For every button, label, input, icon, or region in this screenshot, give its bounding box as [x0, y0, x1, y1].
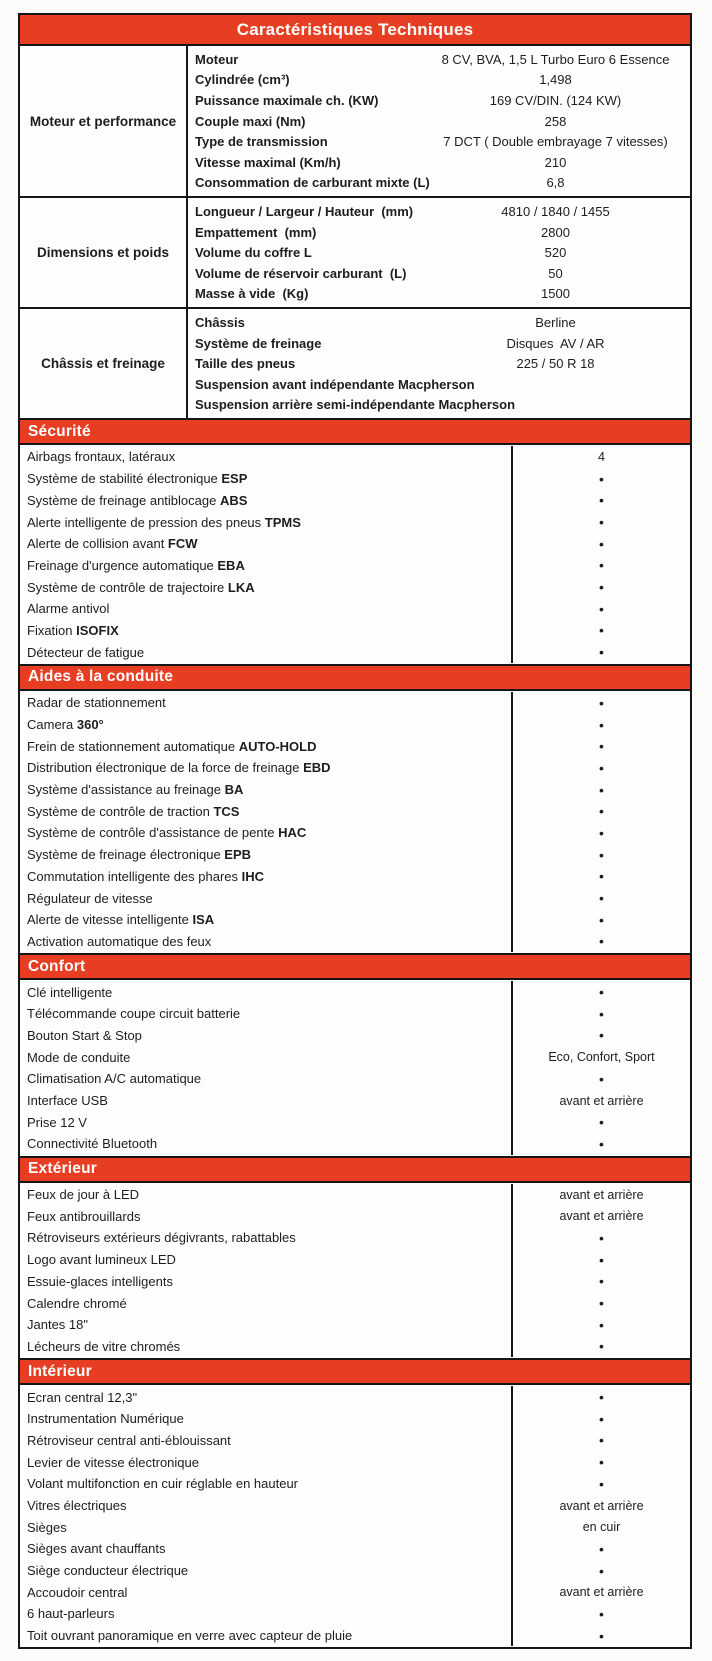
feature-row	[20, 779, 690, 801]
spec-value: Disques AV / AR	[506, 335, 605, 351]
feature-value: •	[599, 1251, 604, 1268]
feature-value: •	[599, 1273, 604, 1290]
feature-row	[20, 1538, 690, 1560]
spec-label: Suspension arrière semi-indépendante Macpherson	[195, 397, 516, 413]
feature-label-text: Système de contrôle de trajectoire	[27, 579, 228, 595]
feature-label	[20, 865, 513, 887]
feature-row	[20, 1227, 690, 1249]
feature-value: •	[599, 984, 604, 1001]
feature-value: •	[599, 1454, 604, 1471]
section-rows	[20, 980, 690, 1156]
spec-label: Châssis	[195, 314, 245, 330]
feature-row	[20, 1386, 690, 1408]
feature-value: •	[599, 759, 604, 776]
feature-label-text: Commutation intelligente des phares	[27, 868, 242, 884]
feature-label-acronym: EBA	[217, 557, 245, 573]
feature-row	[20, 931, 690, 953]
feature-label	[20, 1227, 513, 1249]
feature-value: •	[599, 846, 604, 863]
spec-label: Cylindrée (cm³)	[195, 72, 290, 88]
feature-row	[20, 1603, 690, 1625]
section-title: Aides à la conduite	[28, 668, 174, 686]
section-title: Confort	[28, 957, 86, 975]
section-securite	[20, 418, 690, 664]
feature-label-text: Alerte de vitesse intelligente	[27, 912, 193, 928]
feature-label	[20, 692, 513, 714]
spec-group-name: Dimensions et poids	[20, 198, 188, 307]
feature-label-text: Clé intelligente	[27, 984, 113, 1000]
spec-label: Type de transmission	[195, 134, 328, 150]
spec-label: Couple maxi (Nm)	[195, 113, 306, 129]
spec-value: 520	[544, 245, 567, 261]
feature-row	[20, 1581, 690, 1603]
spec-row	[188, 131, 690, 152]
feature-label-text: Système de freinage électronique	[27, 847, 225, 863]
feature-label	[20, 1538, 513, 1560]
feature-label	[20, 576, 513, 598]
feature-label-text: Connectivité Bluetooth	[27, 1136, 158, 1152]
spec-group-dimensions-et-poids	[20, 196, 690, 307]
feature-value: •	[599, 933, 604, 950]
feature-row	[20, 1025, 690, 1047]
feature-label	[20, 489, 513, 511]
section-banner-exterieur	[20, 1156, 690, 1183]
spec-label: Longueur / Largeur / Hauteur (mm)	[195, 203, 414, 219]
feature-value: •	[599, 1114, 604, 1131]
feature-label-text: Lécheurs de vitre chromés	[27, 1338, 181, 1354]
sheet-title-bar	[20, 15, 690, 46]
spec-value: 50	[548, 265, 563, 281]
spec-value: 169 CV/DIN. (124 KW)	[489, 92, 622, 108]
section-banner-securite	[20, 418, 690, 445]
feature-label	[20, 822, 513, 844]
feature-label-text: Volant multifonction en cuir réglable en hauteur	[27, 1476, 299, 1492]
feature-label-acronym: TPMS	[264, 514, 301, 530]
feature-value: •	[599, 514, 604, 530]
feature-row	[20, 822, 690, 844]
spec-row	[188, 111, 690, 132]
feature-label-acronym: EPB	[224, 847, 252, 863]
feature-value: avant et arrière	[559, 1585, 644, 1600]
feature-row	[20, 511, 690, 533]
spec-value: 6,8	[546, 175, 565, 191]
feature-label	[20, 931, 513, 953]
feature-value: •	[599, 535, 604, 552]
feature-label-text: Frein de stationnement automatique	[27, 738, 239, 754]
feature-value: •	[599, 824, 604, 841]
feature-label-text: Essuie-glaces intelligents	[27, 1273, 173, 1289]
spec-row	[188, 49, 690, 70]
feature-value: •	[599, 1338, 604, 1355]
spec-value: 1500	[541, 286, 570, 302]
feature-row	[20, 1090, 690, 1112]
feature-value: •	[599, 781, 604, 798]
feature-value: •	[599, 1410, 604, 1427]
feature-row	[20, 1430, 690, 1452]
spec-label: Vitesse maximal (Km/h)	[195, 154, 341, 170]
feature-row	[20, 1451, 690, 1473]
feature-label	[20, 757, 513, 779]
feature-row	[20, 1495, 690, 1517]
feature-label-text: Distribution électronique de la force de freinage	[27, 760, 304, 776]
spec-value: 1,498	[539, 72, 572, 88]
spec-value: 8 CV, BVA, 1,5 L Turbo Euro 6 Essence	[441, 51, 670, 67]
feature-label	[20, 1184, 513, 1206]
section-banner-confort	[20, 953, 690, 980]
feature-label-text: Sièges avant chauffants	[27, 1541, 166, 1557]
feature-label-text: Alerte de collision avant	[27, 536, 168, 552]
feature-label-text: Vitres électriques	[27, 1498, 127, 1513]
feature-label-text: Régulateur de vitesse	[27, 890, 153, 906]
spec-value: 7 DCT ( Double embrayage 7 vitesses)	[443, 134, 668, 150]
feature-value: •	[599, 1562, 604, 1579]
feature-label-text: Système de stabilité électronique	[27, 471, 222, 487]
section-exterieur	[20, 1156, 690, 1359]
feature-value: en cuir	[582, 1520, 621, 1535]
feature-label-text: 6 haut-parleurs	[27, 1606, 115, 1622]
feature-label-text: Airbags frontaux, latéraux	[27, 449, 176, 465]
feature-value: •	[599, 1540, 604, 1557]
spec-label: Volume du coffre L	[195, 245, 312, 261]
feature-label-acronym: ABS	[219, 492, 248, 508]
spec-group-rows	[188, 309, 690, 418]
feature-value: •	[599, 600, 604, 617]
feature-label	[20, 1430, 513, 1452]
spec-label: Empattement (mm)	[195, 224, 317, 240]
spec-group-name: Châssis et freinage	[20, 309, 188, 418]
feature-label	[20, 1386, 513, 1408]
feature-label-text: Accoudoir central	[27, 1584, 128, 1600]
spec-row	[188, 201, 690, 222]
feature-row	[20, 1625, 690, 1647]
feature-label-text: Prise 12 V	[27, 1114, 87, 1130]
feature-label-text: Système d'assistance au freinage	[27, 782, 225, 798]
spec-value: 225 / 50 R 18	[516, 356, 595, 372]
feature-label	[20, 555, 513, 577]
section-aides-a-la-conduite	[20, 664, 690, 953]
feature-row	[20, 446, 690, 468]
feature-label-text: Télécommande coupe circuit batterie	[27, 1006, 241, 1022]
feature-row	[20, 1516, 690, 1538]
feature-label-acronym: TCS	[213, 803, 240, 819]
feature-value: •	[599, 622, 604, 639]
spec-row	[188, 222, 690, 243]
feature-sections	[20, 418, 690, 1647]
feature-row	[20, 576, 690, 598]
feature-row	[20, 1292, 690, 1314]
section-interieur	[20, 1358, 690, 1647]
section-title: Sécurité	[28, 422, 91, 440]
spec-row	[188, 312, 690, 333]
feature-row	[20, 1314, 690, 1336]
feature-row	[20, 489, 690, 511]
section-confort	[20, 953, 690, 1156]
feature-label	[20, 1581, 513, 1603]
feature-label	[20, 909, 513, 931]
feature-label	[20, 446, 513, 468]
section-title: Extérieur	[28, 1160, 97, 1178]
spec-row	[188, 152, 690, 173]
feature-label-text: Fixation	[27, 622, 77, 638]
spec-row	[188, 395, 690, 416]
feature-row	[20, 1003, 690, 1025]
feature-value: •	[599, 1027, 604, 1044]
feature-row	[20, 1336, 690, 1358]
feature-label-acronym: AUTO-HOLD	[238, 738, 317, 754]
feature-row	[20, 735, 690, 757]
spec-label: Système de freinage	[195, 335, 322, 351]
feature-label-text: Instrumentation Numérique	[27, 1411, 184, 1427]
feature-value: •	[599, 1295, 604, 1311]
feature-row	[20, 1205, 690, 1227]
section-rows	[20, 445, 690, 664]
feature-label	[20, 641, 513, 663]
feature-value: •	[599, 1005, 604, 1022]
feature-label-text: Feux antibrouillards	[27, 1208, 141, 1224]
feature-value: •	[599, 1316, 604, 1333]
spec-sheet-table	[18, 13, 692, 1649]
spec-row	[188, 374, 690, 395]
feature-label	[20, 887, 513, 909]
spec-group-name: Moteur et performance	[20, 46, 188, 196]
feature-value: •	[599, 1229, 604, 1246]
spec-value: Berline	[535, 314, 576, 330]
feature-label	[20, 598, 513, 620]
feature-label	[20, 1516, 513, 1538]
feature-label-text: Jantes 18"	[27, 1317, 88, 1333]
feature-label-text: Alerte intelligente de pression des pneus	[27, 514, 265, 530]
section-rows	[20, 1385, 690, 1647]
feature-row	[20, 598, 690, 620]
feature-row	[20, 1473, 690, 1495]
section-banner-aides-a-la-conduite	[20, 664, 690, 691]
spec-value: 4810 / 1840 / 1455	[501, 203, 610, 219]
spec-row	[188, 263, 690, 284]
feature-label-text: Rétroviseur central anti-éblouissant	[27, 1432, 231, 1448]
feature-label-acronym: ESP	[221, 471, 248, 487]
feature-label	[20, 1495, 513, 1517]
spec-value: 210	[544, 154, 567, 170]
feature-row	[20, 714, 690, 736]
feature-row	[20, 533, 690, 555]
feature-label	[20, 468, 513, 490]
feature-label	[20, 1336, 513, 1358]
feature-value: •	[599, 738, 604, 755]
feature-row	[20, 865, 690, 887]
feature-row	[20, 555, 690, 577]
feature-row	[20, 800, 690, 822]
feature-label	[20, 1090, 513, 1112]
spec-row	[188, 70, 690, 91]
feature-label	[20, 1451, 513, 1473]
feature-value: •	[599, 579, 604, 596]
feature-row	[20, 620, 690, 642]
feature-label-acronym: ISOFIX	[76, 622, 119, 638]
spec-group-rows	[188, 198, 690, 307]
feature-label	[20, 779, 513, 801]
feature-row	[20, 1068, 690, 1090]
feature-label	[20, 981, 513, 1003]
feature-label-acronym: 360°	[76, 717, 104, 732]
spec-value: 2800	[541, 224, 570, 240]
feature-label	[20, 735, 513, 757]
feature-label-text: Ecran central 12,3"	[27, 1389, 138, 1405]
spec-label: Consommation de carburant mixte (L)	[195, 175, 430, 191]
spec-label: Taille des pneus	[195, 356, 296, 372]
feature-label-text: Bouton Start & Stop	[27, 1027, 142, 1043]
feature-label-text: Rétroviseurs extérieurs dégivrants, rabattables	[27, 1230, 296, 1246]
feature-label-acronym: FCW	[167, 536, 198, 552]
feature-label-text: Calendre chromé	[27, 1295, 127, 1311]
spec-group-chassis-et-freinage	[20, 307, 690, 418]
feature-label-text: Système de contrôle d'assistance de pente	[27, 825, 279, 841]
feature-label-text: Interface USB	[27, 1093, 108, 1108]
feature-row	[20, 1249, 690, 1271]
feature-label-text: Levier de vitesse électronique	[27, 1454, 199, 1470]
section-banner-interieur	[20, 1358, 690, 1385]
spec-label: Puissance maximale ch. (KW)	[195, 92, 379, 108]
feature-value: •	[599, 1605, 604, 1622]
feature-value: •	[599, 644, 604, 661]
feature-label	[20, 800, 513, 822]
spec-label: Suspension avant indépendante Macpherson	[195, 376, 475, 392]
feature-row	[20, 1111, 690, 1133]
feature-label-text: Mode de conduite	[27, 1049, 131, 1065]
feature-label	[20, 620, 513, 642]
feature-label	[20, 1292, 513, 1314]
feature-value: •	[599, 1627, 604, 1644]
feature-value: 4	[598, 449, 605, 464]
feature-row	[20, 1560, 690, 1582]
feature-label	[20, 1270, 513, 1292]
feature-row	[20, 1408, 690, 1430]
spec-table	[20, 46, 690, 418]
section-rows	[20, 691, 690, 953]
spec-label: Moteur	[195, 51, 239, 67]
spec-value: 258	[544, 113, 567, 129]
feature-label	[20, 1046, 513, 1068]
feature-label	[20, 1025, 513, 1047]
feature-label	[20, 714, 513, 736]
feature-row	[20, 692, 690, 714]
feature-label-acronym: EBD	[303, 760, 331, 776]
section-rows	[20, 1183, 690, 1359]
feature-row	[20, 1270, 690, 1292]
feature-label-text: Système de contrôle de traction	[27, 803, 214, 819]
feature-value: •	[599, 694, 604, 711]
feature-value: •	[599, 868, 604, 885]
feature-label	[20, 1068, 513, 1090]
feature-label-text: Radar de stationnement	[27, 695, 166, 711]
spec-group-rows	[188, 46, 690, 196]
feature-value: •	[599, 716, 604, 733]
feature-value: •	[599, 803, 604, 820]
sheet-title: Caractéristiques Techniques	[236, 19, 474, 39]
feature-label	[20, 511, 513, 533]
feature-label-text: Camera	[27, 717, 77, 732]
feature-label	[20, 1314, 513, 1336]
feature-value: avant et arrière	[559, 1209, 644, 1224]
feature-label	[20, 1133, 513, 1155]
feature-label-text: Feux de jour à LED	[27, 1187, 140, 1203]
feature-value: Eco, Confort, Sport	[548, 1050, 655, 1065]
spec-row	[188, 333, 690, 354]
feature-label-acronym: IHC	[241, 868, 265, 884]
feature-value: •	[599, 911, 604, 928]
feature-value: •	[599, 1389, 604, 1406]
feature-value: avant et arrière	[559, 1187, 644, 1202]
feature-row	[20, 757, 690, 779]
spec-row	[188, 353, 690, 374]
feature-label-text: Système de freinage antiblocage	[27, 492, 220, 508]
section-title: Intérieur	[28, 1362, 92, 1380]
feature-label	[20, 1205, 513, 1227]
feature-label	[20, 533, 513, 555]
feature-label	[20, 1625, 513, 1647]
feature-row	[20, 981, 690, 1003]
feature-label-text: Siège conducteur électrique	[27, 1563, 189, 1579]
spec-label: Volume de réservoir carburant (L)	[195, 265, 407, 281]
feature-label-acronym: LKA	[227, 579, 255, 595]
feature-value: •	[599, 890, 604, 906]
feature-label	[20, 1603, 513, 1625]
feature-label	[20, 844, 513, 866]
feature-value: •	[599, 1432, 604, 1449]
spec-row	[188, 242, 690, 263]
feature-row	[20, 887, 690, 909]
feature-value: •	[599, 557, 604, 574]
feature-label	[20, 1003, 513, 1025]
feature-label-text: Alarme antivol	[27, 601, 110, 617]
feature-value: avant et arrière	[559, 1093, 644, 1108]
feature-label	[20, 1249, 513, 1271]
feature-label	[20, 1473, 513, 1495]
feature-label-text: Climatisation A/C automatique	[27, 1071, 202, 1087]
spec-row	[188, 90, 690, 111]
feature-row	[20, 1133, 690, 1155]
feature-label	[20, 1111, 513, 1133]
feature-label-text: Freinage d'urgence automatique	[27, 557, 218, 573]
feature-label-acronym: BA	[224, 782, 244, 798]
feature-row	[20, 468, 690, 490]
feature-label	[20, 1408, 513, 1430]
feature-label-acronym: ISA	[192, 912, 215, 928]
spec-label: Masse à vide (Kg)	[195, 286, 309, 302]
feature-value: •	[599, 1135, 604, 1152]
feature-label	[20, 1560, 513, 1582]
feature-row	[20, 909, 690, 931]
feature-value: avant et arrière	[559, 1498, 644, 1513]
feature-label-text: Sièges	[27, 1519, 67, 1535]
feature-label-acronym: HAC	[278, 825, 307, 841]
feature-label-text: Toit ouvrant panoramique en verre avec capteur de pluie	[27, 1628, 353, 1644]
feature-value: •	[599, 470, 604, 487]
feature-label-text: Détecteur de fatigue	[27, 644, 145, 660]
spec-group-moteur-et-performance	[20, 46, 690, 196]
feature-row	[20, 1184, 690, 1206]
feature-value: •	[599, 1070, 604, 1087]
feature-value: •	[599, 492, 604, 509]
feature-row	[20, 1046, 690, 1068]
feature-row	[20, 641, 690, 663]
spec-row	[188, 284, 690, 305]
feature-value: •	[599, 1475, 604, 1492]
feature-row	[20, 844, 690, 866]
feature-label-text: Logo avant lumineux LED	[27, 1252, 176, 1268]
feature-label-text: Activation automatique des feux	[27, 933, 212, 949]
spec-row	[188, 173, 690, 194]
